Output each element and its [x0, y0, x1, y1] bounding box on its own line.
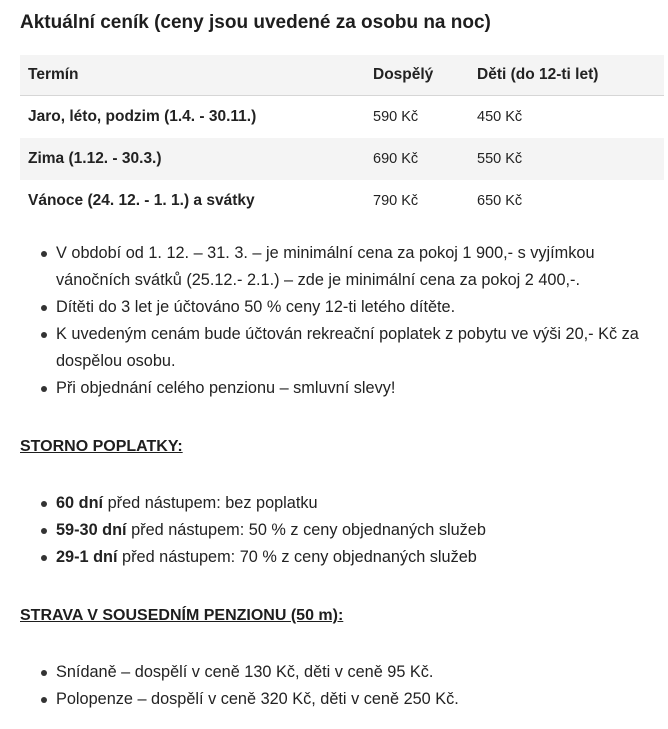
adult-price-cell: 590 Kč: [365, 96, 469, 139]
column-header-children: Děti (do 12-ti let): [469, 55, 664, 96]
column-header-term: Termín: [20, 55, 365, 96]
list-item: Při objednání celého penzionu – smluvní slevy!: [56, 375, 666, 402]
list-item: Dítěti do 3 let je účtováno 50 % ceny 12-ti letého dítěte.: [56, 294, 666, 321]
list-item: V období od 1. 12. – 31. 3. – je minimální cena za pokoj 1 900,- s vyjímkou vánočních svátků (25.12.- 2.1.) – zde je minimální cena za pokoj 2 400,-.: [56, 240, 666, 294]
table-row: [20, 138, 664, 180]
storno-period: 59-30 dní: [56, 521, 127, 539]
term-cell: Vánoce (24. 12. - 1. 1.) a svátky: [20, 180, 365, 222]
storno-text: před nástupem: 70 % z ceny objednaných služeb: [117, 548, 477, 566]
list-item: Snídaně – dospělí v ceně 130 Kč, děti v ceně 95 Kč.: [56, 659, 668, 686]
strava-heading: STRAVA V SOUSEDNÍM PENZIONU (50 m):: [20, 607, 344, 624]
child-price-cell: 450 Kč: [469, 96, 664, 139]
list-item: [56, 544, 668, 571]
storno-text: před nástupem: 50 % z ceny objednaných služeb: [126, 521, 486, 539]
term-cell: Jaro, léto, podzim (1.4. - 30.11.): [20, 96, 365, 139]
storno-list: [20, 490, 668, 571]
table-row: [20, 96, 664, 139]
child-price-cell: 550 Kč: [469, 138, 664, 180]
storno-period: 29-1 dní: [56, 548, 118, 566]
storno-period: 60 dní: [56, 494, 104, 512]
storno-text: před nástupem: bez poplatku: [103, 494, 318, 512]
list-item: K uvedeným cenám bude účtován rekreační poplatek z pobytu ve výši 20,- Kč za dospělou osobu.: [56, 321, 666, 375]
strava-list: [20, 659, 668, 713]
list-item: Polopenze – dospělí v ceně 320 Kč, děti v ceně 250 Kč.: [56, 686, 668, 713]
price-notes-list: [20, 240, 666, 402]
list-item: [56, 517, 668, 544]
price-table: [20, 55, 664, 222]
table-header-row: [20, 55, 664, 96]
child-price-cell: 650 Kč: [469, 180, 664, 222]
list-item: [56, 490, 668, 517]
table-row: [20, 180, 664, 222]
adult-price-cell: 790 Kč: [365, 180, 469, 222]
column-header-adult: Dospělý: [365, 55, 469, 96]
page-title: Aktuální ceník (ceny jsou uvedené za osobu na noc): [20, 12, 491, 33]
term-cell: Zima (1.12. - 30.3.): [20, 138, 365, 180]
adult-price-cell: 690 Kč: [365, 138, 469, 180]
storno-heading: STORNO POPLATKY:: [20, 438, 183, 455]
